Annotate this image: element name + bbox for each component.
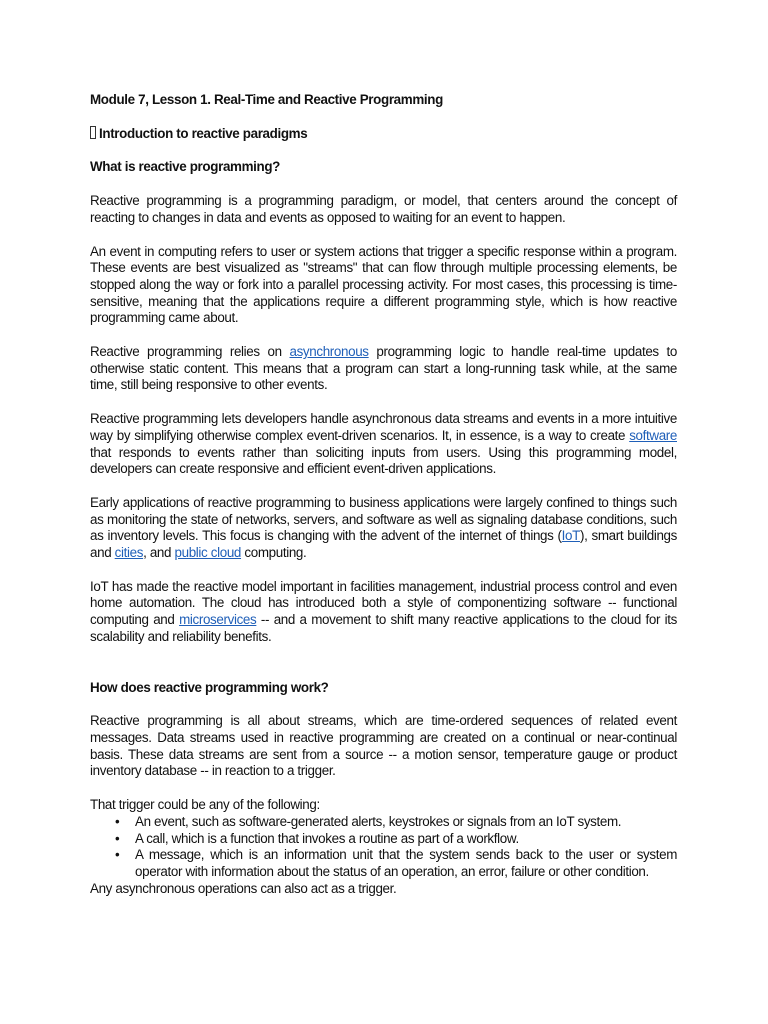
text-run: Reactive programming lets developers handle asynchronous data streams and events in a more intuitive way by simplifying otherwise complex event-driven scenarios. It, in essence, is a way to create bbox=[90, 411, 677, 443]
document-title: Module 7, Lesson 1. Real-Time and Reactive Programming bbox=[90, 92, 443, 107]
paragraph bbox=[90, 344, 677, 394]
text-run: -- and a movement to shift many reactive applications to the cloud for its scalability and reliability benefits. bbox=[90, 612, 677, 644]
missing-glyph-icon bbox=[90, 126, 96, 139]
list-item: • A message, which is an information unit that the system sends back to the user or system operator with information about the status of an operation, an error, failure or other condition. bbox=[135, 847, 677, 880]
paragraph bbox=[90, 411, 677, 478]
text-run: Early applications of reactive programming to business applications were largely confined to things such as monitoring the state of networks, servers, and software as well as signaling database conditions, such as inventory levels. This focus is changing with the advent of the internet of things ( bbox=[90, 494, 677, 544]
link-iot[interactable]: IoT bbox=[561, 528, 580, 544]
section-heading-what-is: What is reactive programming? bbox=[90, 159, 281, 175]
subtitle-text: Introduction to reactive paradigms bbox=[99, 125, 308, 141]
text-run: ), smart buildings and bbox=[90, 528, 678, 561]
link-public-cloud[interactable]: public cloud bbox=[174, 545, 242, 561]
text-run: computing. bbox=[241, 545, 307, 561]
text-run: , and bbox=[143, 545, 175, 561]
text-run: that responds to events rather than soliciting inputs from users. Using this programming model, developers can create responsive and efficient event-driven applications. bbox=[90, 444, 677, 477]
paragraph bbox=[90, 495, 677, 562]
text-run: Reactive programming relies on bbox=[90, 344, 290, 360]
paragraph: An event in computing refers to user or system actions that trigger a specific response within a program. These events are best visualized as "streams" that can flow through multiple processing elements, be stopped along the way or fork into a parallel processing activity. For most cases, this processing is time-sensitive, meaning that the applications require a different programming style, which is how reactive programming came about. bbox=[90, 243, 677, 326]
link-asynchronous[interactable]: asynchronous bbox=[289, 344, 369, 360]
paragraph: Reactive programming is a programming paradigm, or model, that centers around the concept of reacting to changes in data and events as opposed to waiting for an event to happen. bbox=[90, 193, 677, 225]
list-item: • A call, which is a function that invokes a routine as part of a workflow. bbox=[135, 831, 677, 848]
list-intro: That trigger could be any of the following: bbox=[90, 797, 320, 813]
link-microservices[interactable]: microservices bbox=[179, 612, 257, 628]
link-cities[interactable]: cities bbox=[114, 545, 144, 561]
text-run: programming logic to handle real-time updates to otherwise static content. This means that a program can start a long-running task while, at the same time, still being responsive to other events. bbox=[90, 344, 677, 393]
list-item: • An event, such as software-generated alerts, keystrokes or signals from an IoT system. bbox=[135, 814, 677, 831]
text-run: IoT has made the reactive model important in facilities management, industrial process control and even home automation. The cloud has introduced both a style of componentizing software -- functional computing and bbox=[90, 578, 677, 628]
paragraph: Reactive programming is all about streams, which are time-ordered sequences of related event messages. Data streams used in reactive programming are created on a continual or near-continual basis. These data streams are sent from a source -- a motion sensor, temperature gauge or product inventory database -- in reaction to a trigger. bbox=[90, 713, 677, 779]
link-software[interactable]: software bbox=[629, 427, 677, 443]
closing-line: Any asynchronous operations can also act as a trigger. bbox=[90, 880, 397, 896]
subtitle bbox=[90, 126, 677, 143]
paragraph bbox=[90, 579, 677, 646]
section-heading-how-it-works: How does reactive programming work? bbox=[90, 679, 329, 695]
trigger-list bbox=[90, 814, 677, 881]
